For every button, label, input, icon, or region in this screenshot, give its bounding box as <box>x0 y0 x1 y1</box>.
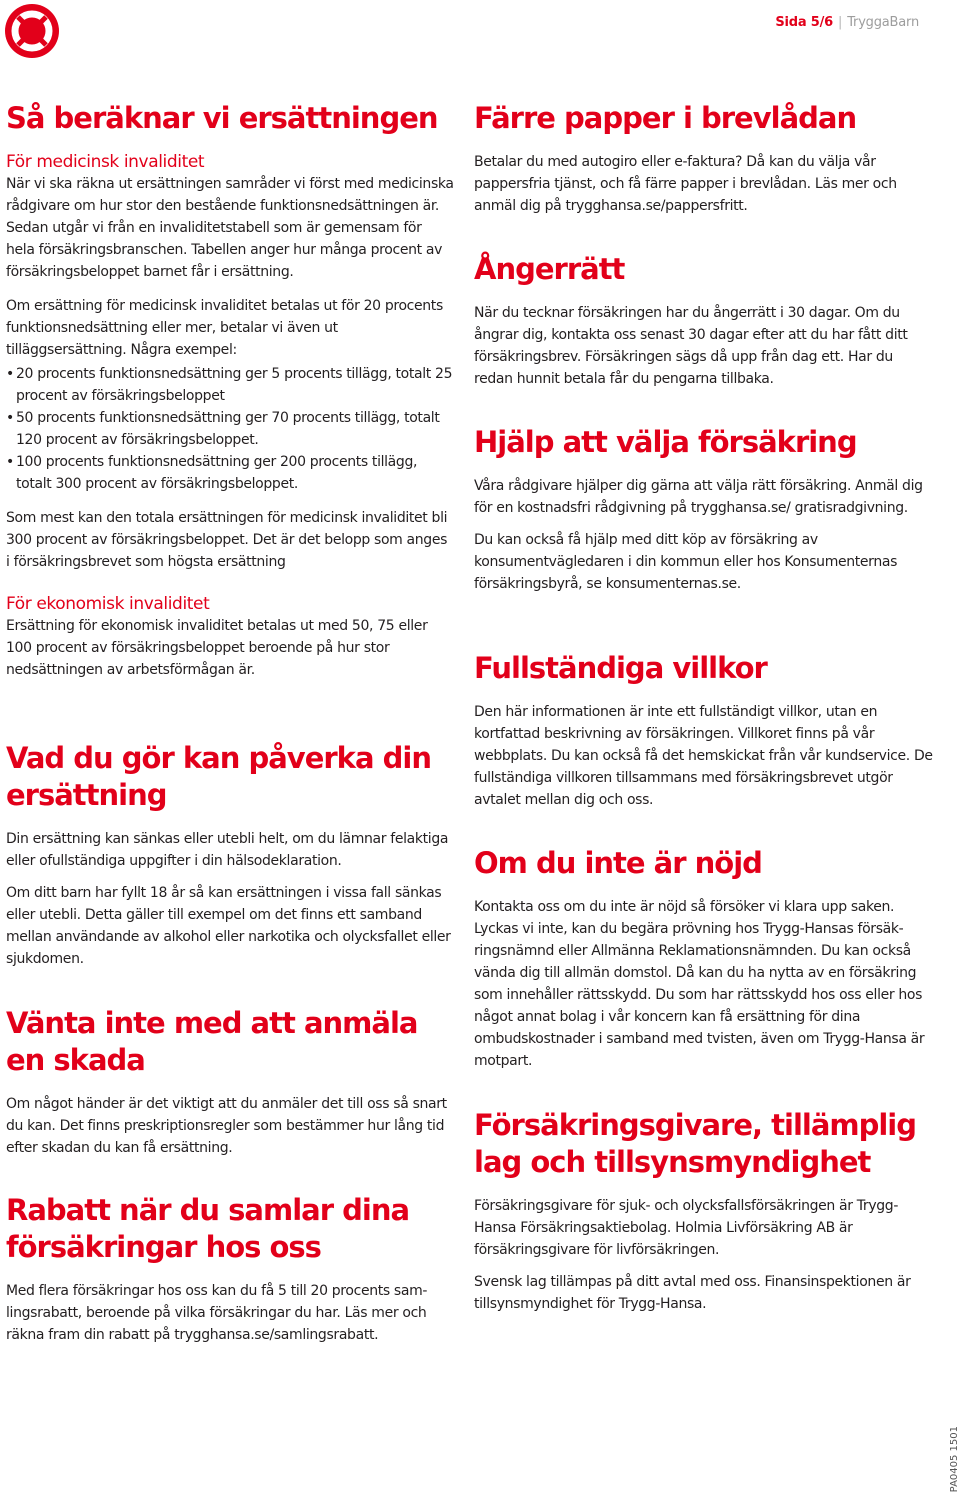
example-list <box>6 363 454 495</box>
section-report-damage <box>6 1005 454 1169</box>
paragraph: Om ditt barn har fyllt 18 år så kan ersättningen i vissa fall sänkas eller utebli. Detta gäller till exempel om det finns ett samband mellan användande av alkohol eller narkotika och olycksfallet eller sjukdomen. <box>6 885 451 967</box>
section-complaints <box>474 845 934 1082</box>
paragraph: Betalar du med autogiro eller e-faktura? Då kan du välja vår pappersfria tjänst, och få färre papper i brevlådan. Läs mer och anmäl dig på trygghansa.se/pappersfritt. <box>474 154 897 214</box>
paragraph: Ersättning för ekonomisk invaliditet betalas ut med 50, 75 eller 100 procent av försäkringsbeloppet beroende på hur stor nedsättningen av arbetsförmågan är. <box>6 618 428 678</box>
section-title: Försäkringsgivare, tillämplig lag och tillsynsmyndighet <box>474 1108 917 1179</box>
section-title: Färre papper i brevlådan <box>474 101 857 135</box>
section-discount <box>6 1192 454 1356</box>
section-affect-compensation <box>6 740 454 980</box>
list-item: • 20 procents funktionsnedsättning ger 5 procents tillägg, totalt 25 procent av försäkringsbeloppet <box>6 363 454 407</box>
section-title: Vad du gör kan påverka din ersättning <box>6 741 431 812</box>
page-header <box>775 15 919 30</box>
paragraph: Du kan också få hjälp med ditt köp av försäkring av konsumentvägledaren i din kommun eller hos Konsumenternas försäkringsbyrå, se konsumenternas.se. <box>474 532 898 592</box>
section-help-choose <box>474 424 934 605</box>
paragraph: Om ersättning för medicinsk invaliditet betalas ut för 20 procents funktionsnedsättning eller mer, betalar vi även ut tilläggsersättning. Några exempel: <box>6 298 443 358</box>
lifebuoy-logo-icon <box>4 3 60 59</box>
paragraph: Som mest kan den totala ersättningen för medicinsk invaliditet bli 300 procent av försäkringsbeloppet. Det är det belopp som anges i försäkringsbrevet som högsta ersättning <box>6 510 448 570</box>
paragraph: Med flera försäkringar hos oss kan du få 5 till 20 procents samlingsrabatt, beroende på vilka försäkringar du har. Läs mer och räkna fram din rabatt på trygghansa.se/samlingsrabatt. <box>6 1283 428 1343</box>
paragraph: När vi ska räkna ut ersättningen samråder vi först med medicinska rådgivare om hur stor den bestående funktionsnedsättningen är. Sedan utgår vi från en invaliditetstabell som är gemensam för hela försäkringsbranschen. Tabellen anger hur många procent av försäkringsbeloppet barnet får i ersättning. <box>6 176 454 280</box>
section-calculation <box>6 100 454 691</box>
section-insurer-law <box>474 1107 934 1325</box>
paragraph: Om något händer är det viktigt att du anmäler det till oss så snart du kan. Det finns preskriptionsregler som bestämmer hur lång tid efter skadan du kan få ersättning. <box>6 1096 447 1156</box>
section-title: Rabatt när du samlar dina försäkringar hos oss <box>6 1193 410 1264</box>
paragraph: Försäkringsgivare för sjuk- och olycksfallsförsäkringen är Trygg-Hansa Försäkringsaktiebolag. Holmia Livförsäkring AB är försäkringsgivare för livförsäkringen. <box>474 1198 899 1258</box>
paragraph: Kontakta oss om du inte är nöjd så försöker vi klara upp saken. Lyckas vi inte, kan du begära prövning hos Trygg-Hansas försäkringsnämnd eller Allmänna Reklamationsnämnden. Du kan också vända dig till allmän domstol. Då kan du ha nytta av en försäkring som innehåller rättsskydd. Du som har rättsskydd hos oss eller hos något annat bolag i vår koncern kan få ersättning för dina ombudskostnader i samband med tvisten, även om Trygg-Hansa är motpart. <box>474 899 925 1069</box>
list-item: • 100 procents funktionsnedsättning ger 200 procents tillägg, totalt 300 procent av försäkringsbeloppet. <box>6 451 454 495</box>
section-paperless <box>474 100 934 227</box>
section-title: Vänta inte med att anmäla en skada <box>6 1006 418 1077</box>
section-title: Om du inte är nöjd <box>474 846 762 880</box>
subheading-economic: För ekonomisk invaliditet <box>6 594 210 614</box>
subheading-medical: För medicinsk invaliditet <box>6 152 205 172</box>
header-separator: | <box>838 15 843 30</box>
section-full-terms <box>474 650 934 821</box>
document-code-text: PA0405 1501 <box>949 1426 960 1492</box>
product-name: TryggaBarn <box>847 15 919 30</box>
section-title: Fullständiga villkor <box>474 651 767 685</box>
section-title: Hjälp att välja försäkring <box>474 425 857 459</box>
paragraph: Svensk lag tillämpas på ditt avtal med oss. Finansinspektionen är tillsynsmyndighet för Trygg-Hansa. <box>474 1274 911 1312</box>
paragraph: Din ersättning kan sänkas eller utebli helt, om du lämnar felaktiga eller ofullständiga uppgifter i din hälsodeklaration. <box>6 831 449 869</box>
section-title: Så beräknar vi ersättningen <box>6 101 438 135</box>
list-item: • 50 procents funktionsnedsättning ger 70 procents tillägg, totalt 120 procent av försäkringsbeloppet. <box>6 407 454 451</box>
paragraph: När du tecknar försäkringen har du ångerrätt i 30 dagar. Om du ångrar dig, kontakta oss senast 30 dagar efter att du har fått ditt försäkringsbrev. Försäkringen sägs då upp från dag ett. Har du redan hunnit betala får du pengarna tillbaka. <box>474 305 908 387</box>
section-withdrawal-right <box>474 251 934 400</box>
paragraph: Den här informationen är inte ett fullständigt villkor, utan en kortfattad beskrivning av försäkringen. Villkoret finns på vår webbplats. Du kan också få det hemskickat från vår kundservice. De fullständiga villkoren tillsammans med försäkringsbrevet utgör avtalet mellan dig och oss. <box>474 704 933 808</box>
paragraph: Våra rådgivare hjälper dig gärna att välja rätt försäkring. Anmäl dig för en kostnadsfri rådgivning på trygghansa.se/ gratisradgivning. <box>474 478 923 516</box>
page-number: Sida 5/6 <box>775 15 834 30</box>
section-title: Ångerrätt <box>474 252 625 286</box>
